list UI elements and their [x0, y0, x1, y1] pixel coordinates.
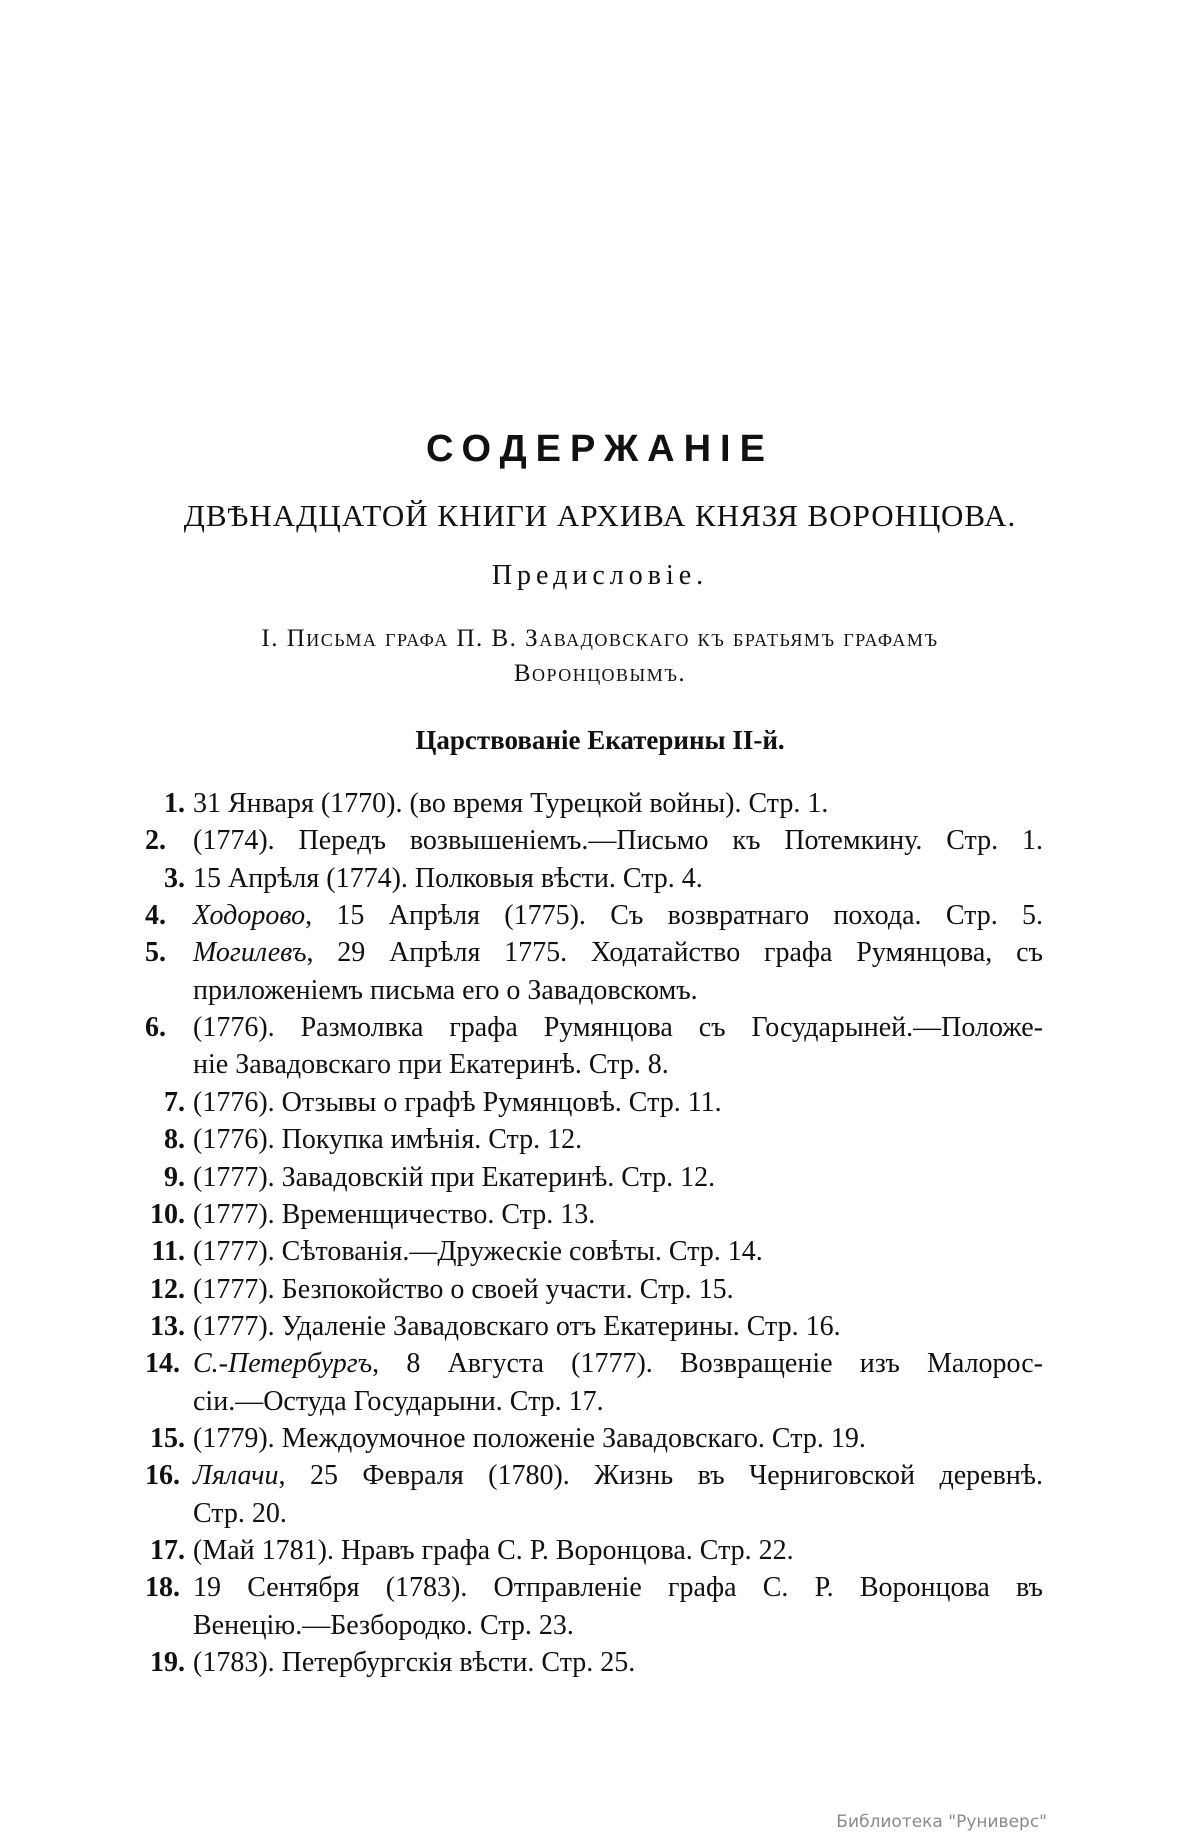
contents-item-continuation	[193, 1608, 1043, 1644]
page-title: СОДЕРЖАНІЕ	[426, 428, 774, 470]
item-text: приложеніемъ письма его о Завадовскомъ.	[193, 974, 698, 1006]
item-text: Венецію.—Безбородко. Стр. 23.	[193, 1609, 574, 1641]
contents-item	[150, 1309, 1043, 1345]
contents-item	[145, 1346, 1043, 1382]
item-text: (1776). Отзывы о графѣ Румянцовѣ. Стр. 11.	[193, 1086, 722, 1118]
preface-entry: Предисловіе.	[491, 560, 709, 591]
item-text: сіи.—Остуда Государыни. Стр. 17.	[193, 1385, 604, 1417]
item-text: (1777). Завадовскій при Екатеринѣ. Стр. 12.	[193, 1161, 716, 1193]
item-text: 19 Сентября (1783). Отправленіе графа С. Р. Воронцова въ	[193, 1572, 1043, 1604]
item-place: Могилевъ	[193, 937, 307, 969]
contents-item	[150, 1645, 1043, 1681]
contents-item-continuation	[193, 1047, 1043, 1083]
contents-item	[145, 898, 1043, 934]
item-text: , 29 Апрѣля 1775. Ходатайство графа Румянцова, съ	[306, 937, 1043, 969]
contents-item	[150, 1421, 1043, 1457]
item-number: 6.	[145, 1012, 166, 1044]
item-number: 3.	[164, 862, 185, 894]
item-number: 1.	[164, 788, 185, 819]
item-number: 11.	[151, 1236, 185, 1268]
item-number: 13.	[150, 1310, 185, 1342]
item-number: 7.	[164, 1086, 185, 1118]
item-place: Лялачи	[193, 1460, 279, 1492]
contents-item-continuation	[193, 1384, 1043, 1420]
item-text: (1779). Междоумочное положеніе Завадовскаго. Стр. 19.	[193, 1422, 866, 1454]
contents-item	[145, 823, 1043, 859]
item-text: ніе Завадовскаго при Екатеринѣ. Стр. 8.	[193, 1049, 669, 1081]
item-number: 12.	[150, 1273, 185, 1305]
item-text: (1776). Покупка имѣнія. Стр. 12.	[193, 1124, 583, 1156]
item-text: Стр. 20.	[193, 1497, 287, 1529]
item-text: (1777). Сѣтованія.—Дружескіе совѣты. Стр. 14.	[193, 1236, 763, 1268]
item-number: 9.	[164, 1161, 185, 1193]
item-text: (1777). Временщичество. Стр. 13.	[193, 1198, 596, 1230]
contents-item	[150, 1197, 1043, 1233]
contents-item	[150, 1533, 1043, 1569]
item-text: , 15 Апрѣля (1775). Съ возвратнаго похода. Стр. 5.	[305, 900, 1043, 932]
item-number: 4.	[145, 900, 166, 932]
section-heading-line1: I. Письма графа П. В. Завадовскаго къ братьямъ графамъ	[261, 625, 939, 652]
item-number: 16.	[145, 1460, 180, 1492]
item-text: 15 Апрѣля (1774). Полковыя вѣсти. Стр. 4.	[193, 862, 703, 894]
contents-item	[164, 1085, 1043, 1121]
item-number: 14.	[145, 1348, 180, 1380]
contents-item	[164, 861, 1043, 897]
item-text: (Май 1781). Нравъ графа С. Р. Воронцова. Стр. 22.	[193, 1535, 794, 1566]
library-watermark: Библиотека "Руниверс"	[836, 1812, 1047, 1832]
contents-item	[164, 1122, 1043, 1158]
item-text: (1777). Безпокойство о своей участи. Стр. 15.	[193, 1273, 734, 1305]
section-heading-line2: Воронцовымъ.	[513, 660, 687, 687]
item-text: , 8 Августа (1777). Возвращеніе изъ Малорос-	[372, 1348, 1043, 1380]
item-number: 10.	[150, 1198, 185, 1230]
item-text: (1777). Удаленіе Завадовскаго отъ Екатерины. Стр. 16.	[193, 1310, 841, 1342]
contents-item	[145, 1458, 1043, 1494]
item-text: (1776). Размолвка графа Румянцова съ Государыней.—Положе-	[193, 1012, 1043, 1044]
contents-item	[145, 935, 1043, 971]
item-text: , 25 Февраля (1780). Жизнь въ Черниговской деревнѣ.	[278, 1460, 1043, 1492]
item-number: 5.	[145, 937, 166, 969]
item-number: 18.	[145, 1572, 180, 1604]
contents-item	[145, 1570, 1043, 1606]
item-number: 15.	[150, 1422, 185, 1454]
item-number: 2.	[145, 825, 166, 857]
item-place: Ходорово	[193, 900, 306, 932]
item-text: (1783). Петербургскія вѣсти. Стр. 25.	[193, 1647, 636, 1679]
item-text: 31 Января (1770). (во время Турецкой войны). Стр. 1.	[193, 788, 829, 819]
reign-heading: Царствованіе Екатерины II-й.	[415, 725, 785, 755]
item-text: (1774). Передъ возвышеніемъ.—Письмо къ Потемкину. Стр. 1.	[193, 825, 1043, 857]
item-number: 17.	[150, 1535, 185, 1566]
item-number: 8.	[164, 1124, 185, 1156]
contents-item-continuation	[193, 973, 1043, 1009]
contents-item	[145, 1010, 1043, 1046]
contents-item	[150, 1272, 1043, 1308]
contents-item	[164, 786, 1043, 822]
contents-item	[164, 1160, 1043, 1196]
contents-item	[151, 1234, 1043, 1270]
item-number: 19.	[150, 1647, 185, 1679]
book-subtitle: ДВѢНАДЦАТОЙ КНИГИ АРХИВА КНЯЗЯ ВОРОНЦОВА.	[183, 498, 1017, 533]
contents-item-continuation	[193, 1496, 1043, 1532]
item-place: С.-Петербургъ	[193, 1348, 373, 1380]
